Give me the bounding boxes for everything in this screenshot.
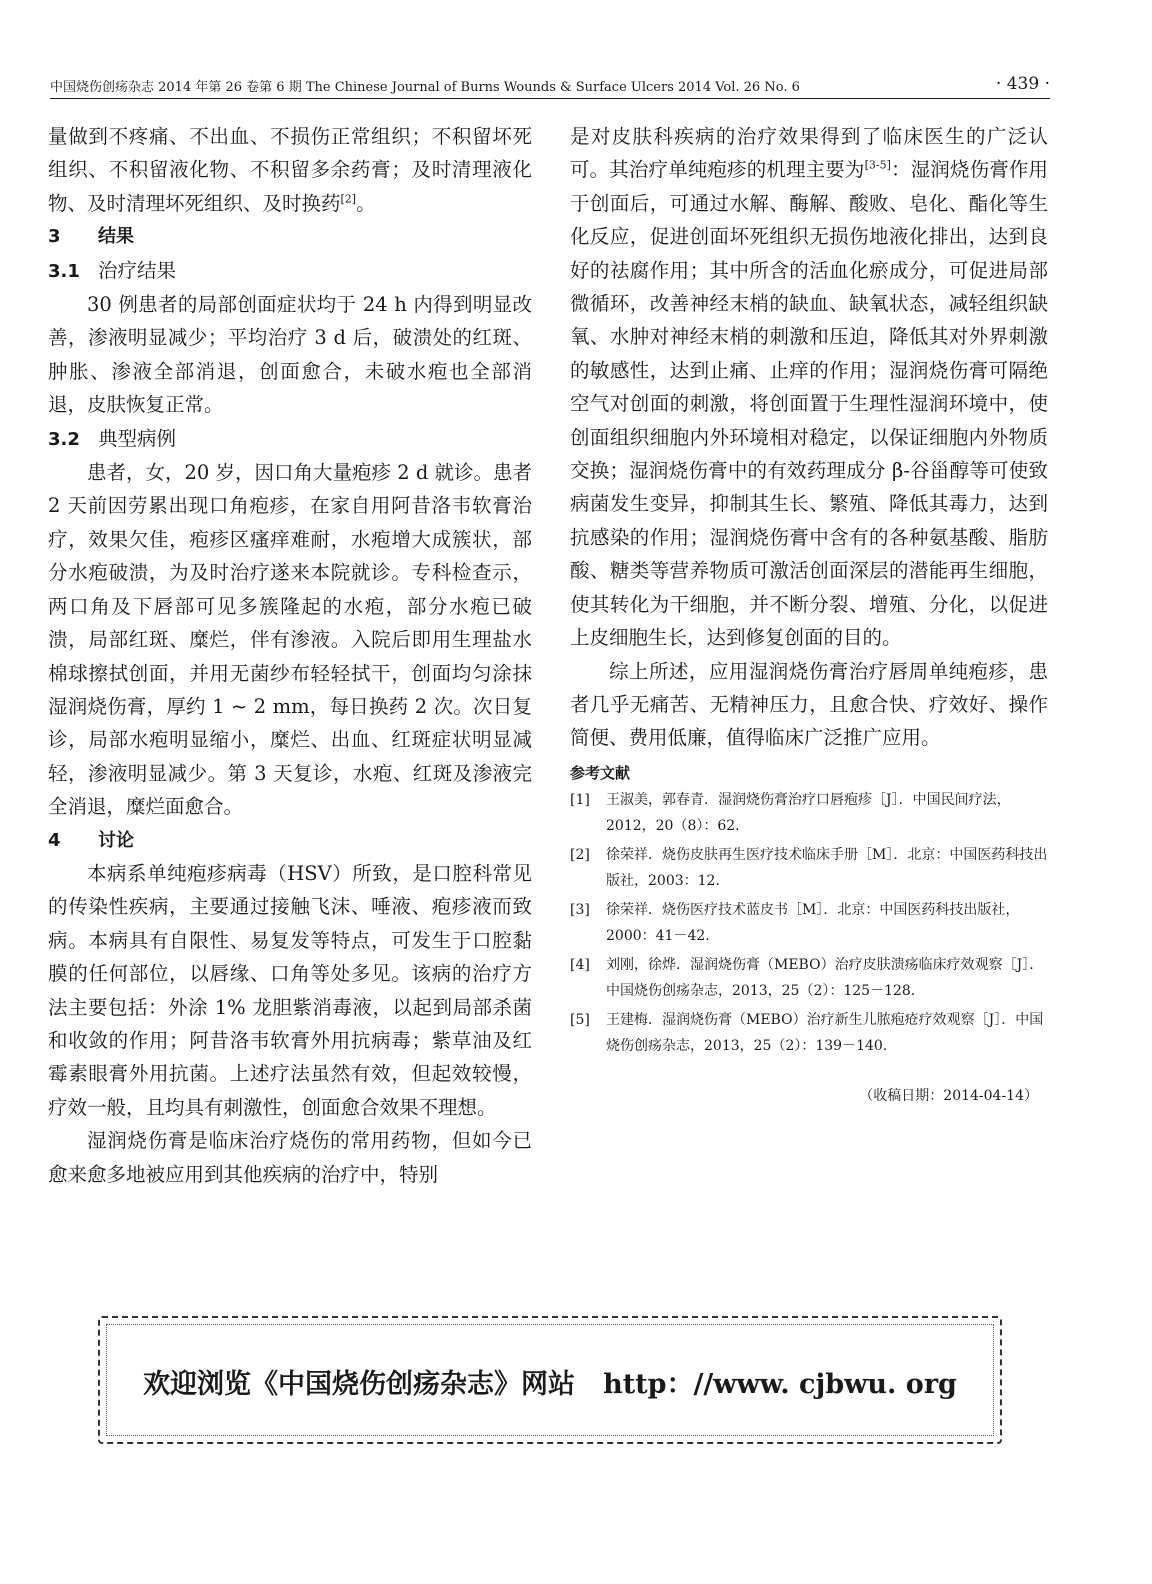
paragraph: 本病系单纯疱疹病毒（HSV）所致，是口腔科常见的传染性疾病，主要通过接触飞沫、唾液、疱疹液而致病。本病具有自限性、易复发等特点，可发生于口腔黏膜的任何部位，以唇缘、口角等处多见。该病的治疗方法主要包括：外涂 1% 龙胆紫消毒液，以起到局部杀菌和收敛的作用；阿昔洛韦软膏外用抗病毒；紫草油及红霉素眼膏外用抗菌。上述疗法虽然有效，但起效较慢，疗效一般，且均具有刺激性，创面愈合效果不理想。 <box>48 861 532 1119</box>
paragraph: 量做到不疼痛、不出血、不损伤正常组织；不积留坏死组织、不积留液化物、不积留多余药膏；及时清理液化物、及时清理坏死组织、及时换药[2]。 <box>48 125 532 215</box>
paragraph: 是对皮肤科疾病的治疗效果得到了临床医生的广泛认可。其治疗单纯疱疹的机理主要为[3-5]：湿润烧伤膏作用于创面后，可通过水解、酶解、酸败、皂化、酯化等生化反应，促进创面坏死组织无损伤地液化排出，达到良好的祛腐作用；其中所含的活血化瘀成分，可促进局部微循环，改善神经末梢的缺血、缺氧状态，减轻组织缺氧、水肿对神经末梢的刺激和压迫，降低其对外界刺激的敏感性，达到止痛、止痒的作用；湿润烧伤膏可隔绝空气对创面的刺激，将创面置于生理性湿润环境中，使创面组织细胞内外环境相对稳定，以保证细胞内外物质交换；湿润烧伤膏中的有效药理成分 β-谷甾醇等可使致病菌发生变异，抑制其生长、繁殖、降低其毒力，达到抗感染的作用；湿润烧伤膏中含有的各种氨基酸、脂肪酸、糖类等营养物质可激活创面深层的潜能再生细胞，使其转化为干细胞，并不断分裂、增殖、分化，以促进上皮细胞生长，达到修复创面的目的。 <box>570 125 1048 650</box>
banner-welcome: 欢迎浏览《中国烧伤创疡杂志》网站 <box>143 1369 576 1400</box>
paragraph: 患者，女，20 岁，因口角大量疱疹 2 d 就诊。患者 2 天前因劳累出现口角疱疹，在家自用阿昔洛韦软膏治疗，效果欠佳，疱疹区瘙痒难耐，水疱增大成簇状，部分水疱破溃，为及时治疗遂来本院就诊。专科检查示，两口角及下唇部可见多簇隆起的水疱，部分水疱已破溃，局部红斑、糜烂，伴有渗液。入院后即用生理盐水棉球擦拭创面，并用无菌纱布轻轻拭干，创面均匀涂抹湿润烧伤膏，厚约 1 ~ 2 mm，每日换药 2 次。次日复诊，局部水疱明显缩小，糜烂、出血、红斑症状明显减轻，渗液明显减少。第 3 天复诊，水疱、红斑及渗液完全消退，糜烂面愈合。 <box>48 461 532 819</box>
reference-list <box>570 787 1048 1060</box>
reference-item: [1] 王淑美，郭春青．湿润烧伤膏治疗口唇疱疹［J］．中国民间疗法，2012，20（8）：62. <box>570 791 1011 835</box>
section-heading-results: 3 结果 <box>48 226 134 248</box>
left-column <box>48 120 532 1191</box>
subsection-heading-typical-case: 3.2 典型病例 <box>48 426 177 450</box>
paragraph: 综上所述，应用湿润烧伤膏治疗唇周单纯疱疹，患者几乎无痛苦、无精神压力，且愈合快、疗效好、操作简便、费用低廉，值得临床广泛推广应用。 <box>570 659 1048 750</box>
page-number: · 439 · <box>995 74 1050 94</box>
paragraph: 30 例患者的局部创面症状均于 24 h 内得到明显改善，渗液明显减少；平均治疗 3 d 后，破溃处的红斑、肿胀、渗液全部消退，创面愈合，未破水疱也全部消退，皮肤恢复正常。 <box>48 293 532 417</box>
reference-item: [3] 徐荣祥．烧伤医疗技术蓝皮书［M］．北京：中国医药科技出版社，2000：41－42. <box>570 901 1020 945</box>
banner-text <box>100 1362 1000 1401</box>
reference-item: [2] 徐荣祥．烧伤皮肤再生医疗技术临床手册［M］．北京：中国医药科技出版社，2003：12. <box>570 846 1048 890</box>
paragraph: 湿润烧伤膏是临床治疗烧伤的常用药物，但如今已愈来愈多地被应用到其他疾病的治疗中，特别 <box>48 1129 532 1186</box>
citation: [2] <box>340 192 357 206</box>
right-column <box>570 120 1048 1113</box>
banner-url[interactable]: http：//www. cjbwu. org <box>603 1369 957 1400</box>
section-heading-discussion: 4 讨论 <box>48 829 134 851</box>
received-date: （收稿日期：2014-04-14） <box>859 1087 1038 1104</box>
running-header <box>50 74 1050 99</box>
references-heading: 参考文献 <box>570 763 631 782</box>
reference-item: [5] 王建梅．湿润烧伤膏（MEBO）治疗新生儿脓疱疮疗效观察［J］．中国烧伤创疡杂志，2013，25（2）：139－140. <box>570 1011 1044 1055</box>
citation: [3-5] <box>864 158 891 172</box>
subsection-heading-treatment-results: 3.1 治疗结果 <box>48 258 177 282</box>
reference-item: [4] 刘刚，徐烨．湿润烧伤膏（MEBO）治疗皮肤溃疡临床疗效观察［J］．中国烧伤创疡杂志，2013，25（2）：125－128. <box>570 956 1044 1000</box>
website-banner <box>98 1316 1002 1444</box>
journal-citation: 中国烧伤创疡杂志 2014 年第 26 卷第 6 期 The Chinese Journal of Burns Wounds & Surface Ulcers 2014 Vol. 26 No. 6 <box>50 80 800 95</box>
